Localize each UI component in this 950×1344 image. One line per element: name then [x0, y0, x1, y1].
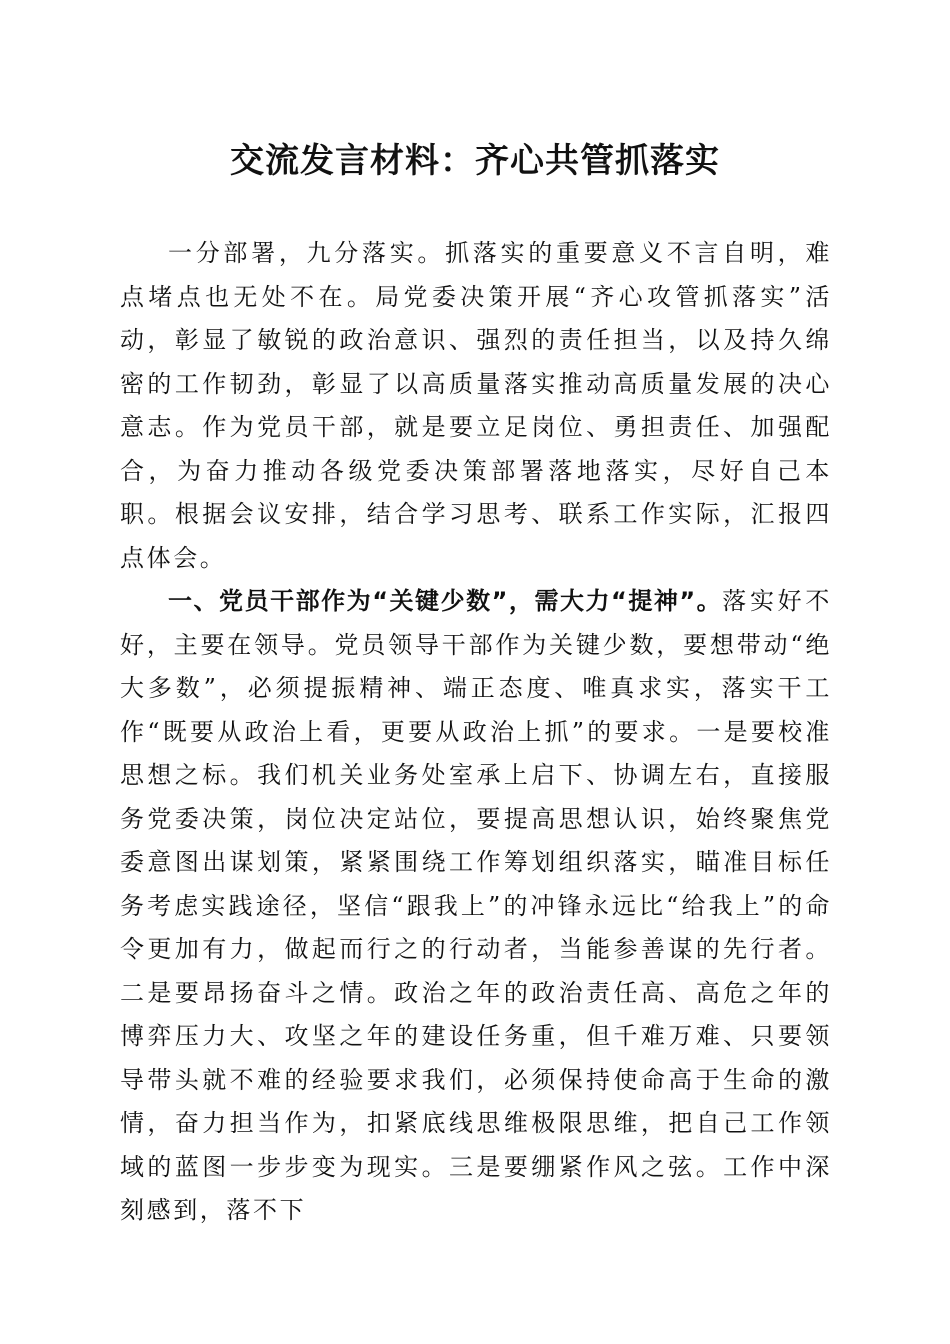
section-one-paragraph [120, 580, 832, 1233]
intro-paragraph: 一分部署，九分落实。抓落实的重要意义不言自明，难点堵点也无处不在。局党委决策开展“齐心攻管抓落实”活动，彰显了敏锐的政治意识、强烈的责任担当，以及持久绵密的工作韧劲，彰显了以高质量落实推动高质量发展的决心意志。作为党员干部，就是要立足岗位、勇担责任、加强配合，为奋力推动各级党委决策部署落地落实，尽好自己本职。根据会议安排，结合学习思考、联系工作实际，汇报四点体会。 [120, 239, 832, 572]
document-body [120, 232, 832, 1233]
section-one-heading: 一、党员干部作为“关键少数”，需大力“提神”。 [168, 587, 723, 615]
document-title: 交流发言材料：齐心共管抓落实 [230, 141, 720, 181]
section-one-body: 落实好不好，主要在领导。党员领导干部作为关键少数，要想带动“绝大多数”，必须提振精神、端正态度、唯真求实，落实干工作“既要从政治上看，更要从政治上抓”的要求。一是要校准思想之标。我们机关业务处室承上启下、协调左右，直接服务党委决策，岗位决定站位，要提高思想认识，始终聚焦党委意图出谋划策，紧紧围绕工作筹划组织落实，瞄准目标任务考虑实践途径，坚信“跟我上”的冲锋永远比“给我上”的命令更加有力，做起而行之的行动者，当能参善谋的先行者。二是要昂扬奋斗之情。政治之年的政治责任高、高危之年的博弈压力大、攻坚之年的建设任务重，但千难万难、只要领导带头就不难的经验要求我们，必须保持使命高于生命的激情，奋力担当作为，扣紧底线思维极限思维，把自己工作领域的蓝图一步步变为现实。三是要绷紧作风之弦。工作中深刻感到，落不下 [120, 587, 832, 1224]
